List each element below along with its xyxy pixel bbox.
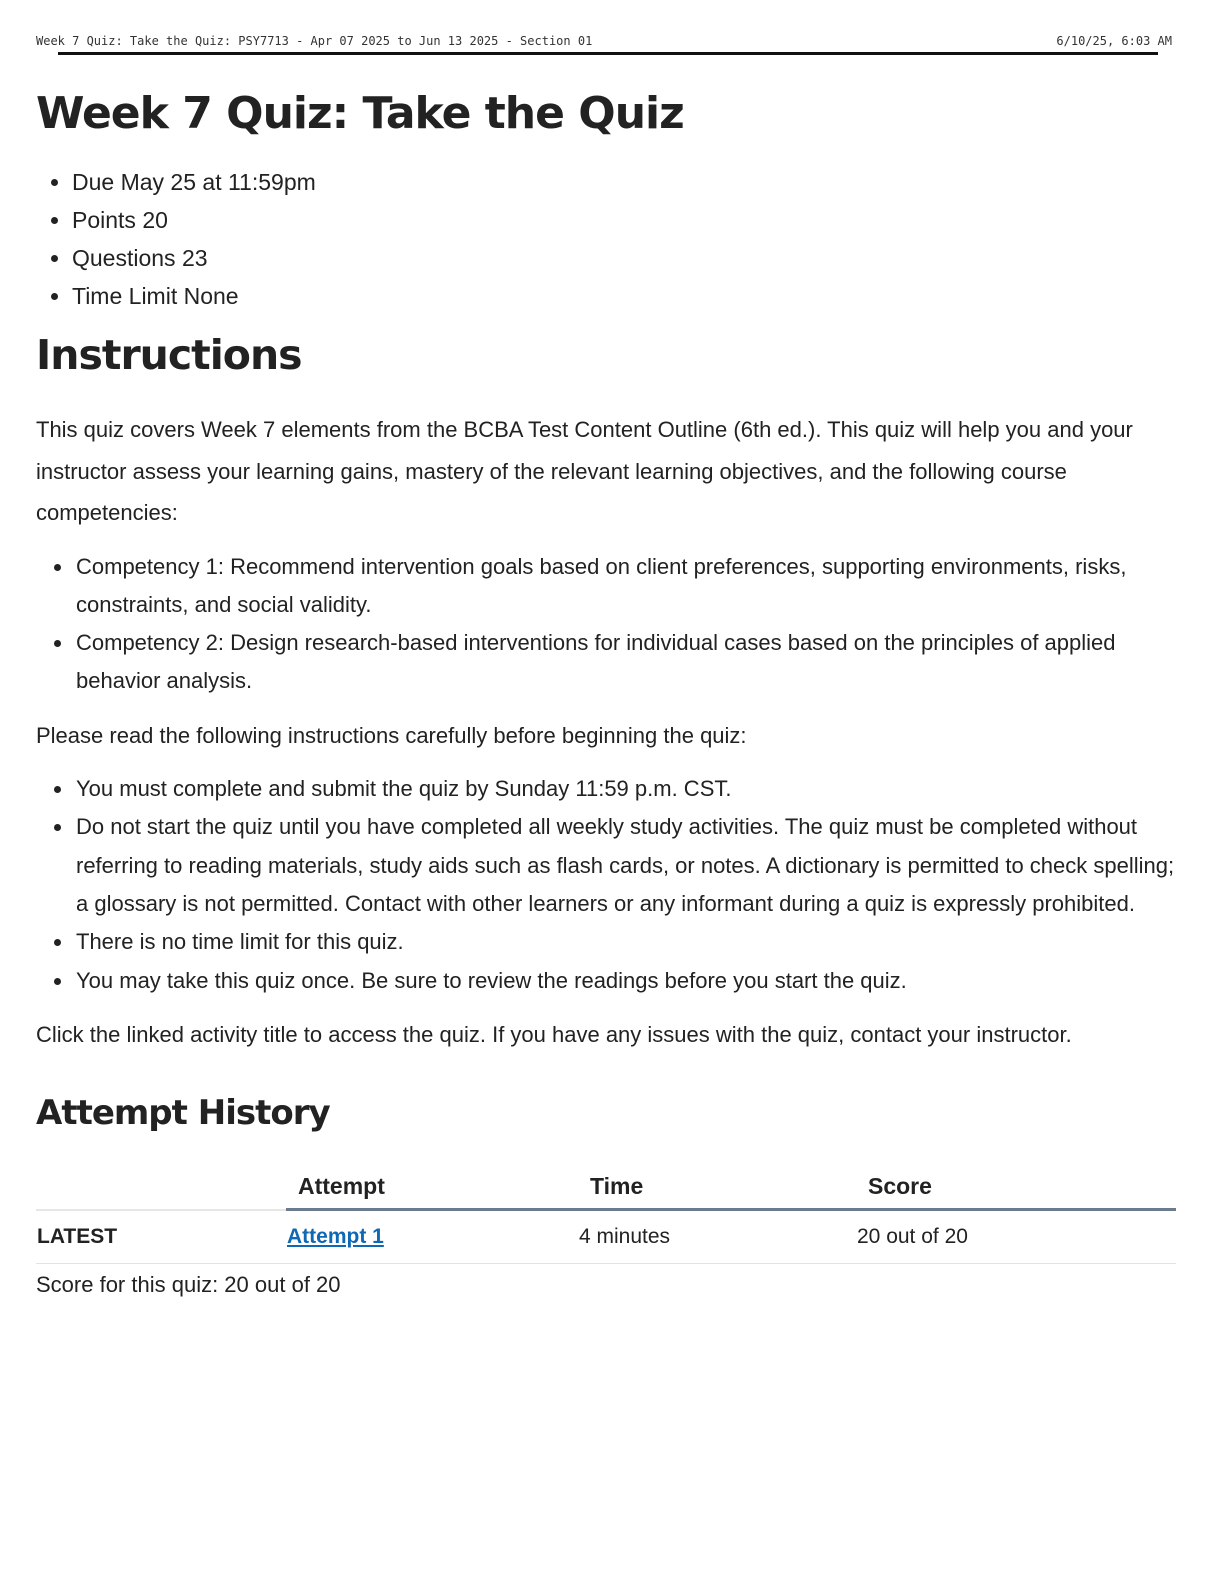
rules-list bbox=[36, 770, 1176, 1000]
meta-time-limit: • Time Limit None bbox=[72, 277, 1176, 315]
attempt-score: 20 out of 20 bbox=[856, 1210, 1176, 1264]
quiz-score-summary: Score for this quiz: 20 out of 20 bbox=[36, 1272, 341, 1298]
meta-due: • Due May 25 at 11:59pm bbox=[72, 163, 1176, 201]
instructions-read-intro: Please read the following instructions carefully before beginning the quiz: bbox=[36, 722, 747, 748]
instructions-intro: This quiz covers Week 7 elements from the BCBA Test Content Outline (6th ed.). This quiz will help you and your instructor assess your learning gains, mastery of the relevant learning objectives, and the following course competencies: bbox=[36, 417, 1133, 525]
table-row bbox=[36, 1210, 1176, 1264]
table-header-attempt: Attempt bbox=[286, 1153, 578, 1210]
meta-points: • Points 20 bbox=[72, 201, 1176, 239]
competency-item: • Competency 2: Design research-based interventions for individual cases based on the principles of applied behavior analysis. bbox=[74, 624, 1176, 701]
quiz-content bbox=[36, 88, 1176, 1298]
competency-list bbox=[36, 548, 1176, 701]
competency-item: • Competency 1: Recommend intervention goals based on client preferences, supporting environments, risks, constraints, and social validity. bbox=[74, 548, 1176, 625]
attempt-history-heading: Attempt History bbox=[36, 1093, 330, 1134]
rule-item: • You may take this quiz once. Be sure to review the readings before you start the quiz. bbox=[74, 962, 1176, 1000]
table-header-score: Score bbox=[856, 1153, 1176, 1210]
header-divider bbox=[58, 52, 1158, 55]
attempt-cell bbox=[286, 1210, 578, 1264]
instructions-heading: Instructions bbox=[36, 331, 302, 379]
attempt-history-table bbox=[36, 1153, 1176, 1264]
print-header-timestamp: 6/10/25, 6:03 AM bbox=[1056, 34, 1172, 48]
instructions-closing: Click the linked activity title to access the quiz. If you have any issues with the quiz, contact your instructor. bbox=[36, 1021, 1072, 1047]
attempt-link[interactable]: Attempt 1 bbox=[287, 1225, 384, 1249]
rule-item: • Do not start the quiz until you have completed all weekly study activities. The quiz must be completed without referring to reading materials, study aids such as flash cards, or notes. A dictionary is permitted to check spelling; a glossary is not permitted. Contact with other learners or any informant during a quiz is expressly prohibited. bbox=[74, 808, 1176, 923]
table-header-row bbox=[36, 1153, 1176, 1210]
page-title: Week 7 Quiz: Take the Quiz bbox=[36, 88, 684, 139]
print-header-title: Week 7 Quiz: Take the Quiz: PSY7713 - Apr 07 2025 to Jun 13 2025 - Section 01 bbox=[36, 34, 593, 48]
rule-item: • There is no time limit for this quiz. bbox=[74, 923, 1176, 961]
table-header-time: Time bbox=[578, 1153, 856, 1210]
table-header-blank bbox=[36, 1153, 286, 1210]
meta-questions: • Questions 23 bbox=[72, 239, 1176, 277]
attempt-time: 4 minutes bbox=[578, 1210, 856, 1264]
print-header bbox=[36, 34, 1172, 54]
rule-item: • You must complete and submit the quiz by Sunday 11:59 p.m. CST. bbox=[74, 770, 1176, 808]
attempt-status: LATEST bbox=[36, 1210, 286, 1264]
quiz-meta-list bbox=[36, 163, 1176, 315]
